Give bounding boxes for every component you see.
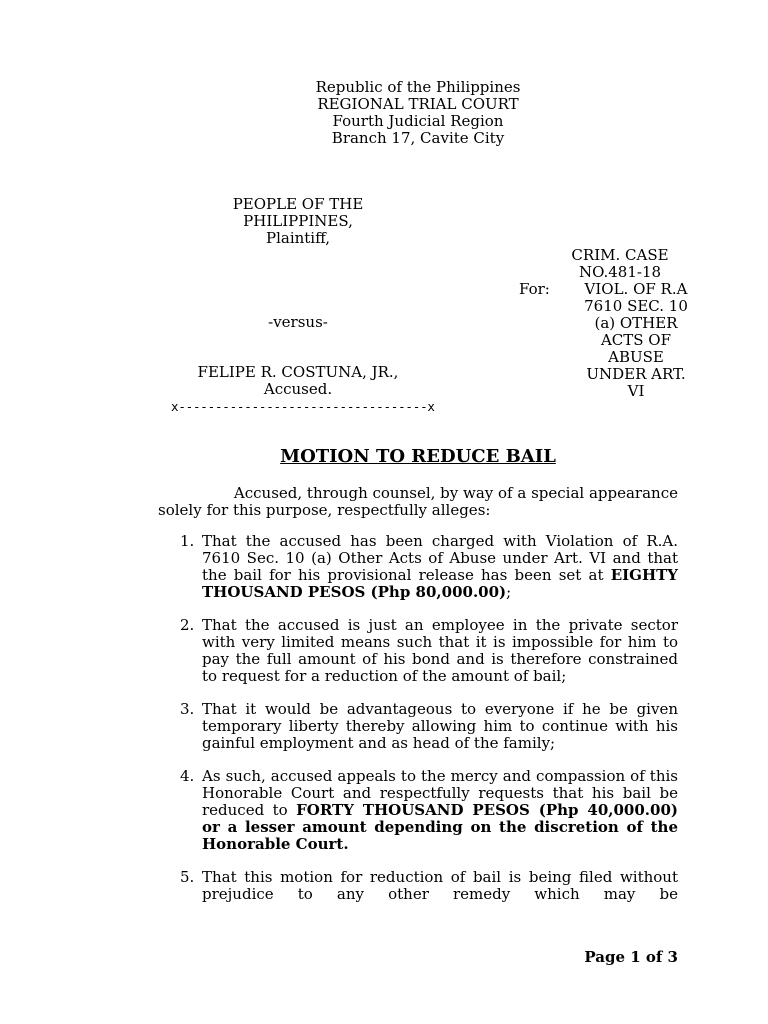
- header-republic: Republic of the Philippines: [315, 78, 521, 96]
- offense-line: UNDER ART.: [586, 365, 686, 383]
- paragraph-text: That the accused is just an employee in the private sector with very limited means such that it is impossible for him to pay the full amount of his bond and is therefore constrained to request for a reduction of the amount of bail;: [202, 616, 678, 685]
- court-header: [218, 79, 618, 147]
- offense-line: ACTS OF: [600, 331, 672, 349]
- offense-line: (a) OTHER: [594, 314, 678, 332]
- case-number-label: CRIM. CASE: [571, 246, 669, 264]
- bail-amount: EIGHTY THOUSAND PESOS (Php 80,000.00): [202, 566, 678, 601]
- case-number-value: NO.481-18: [578, 263, 662, 281]
- plaintiff-name-line1: PEOPLE OF THE: [232, 195, 364, 213]
- list-item: [180, 701, 678, 752]
- paragraph-number: 2.: [180, 616, 195, 634]
- header-branch: Branch 17, Cavite City: [331, 129, 505, 147]
- header-court: REGIONAL TRIAL COURT: [317, 95, 519, 113]
- paragraph-number: 5.: [180, 868, 195, 886]
- paragraph-number: 4.: [180, 767, 195, 785]
- offense-line: VI: [627, 382, 645, 400]
- paragraph-tail: ;: [506, 583, 512, 601]
- accused-role: Accused.: [263, 380, 333, 398]
- offense-line: 7610 SEC. 10: [584, 297, 688, 315]
- requested-bail-amount: FORTY THOUSAND PESOS (Php 40,000.00) or a lesser amount depending on the discretion of the Honorable Court.: [202, 801, 678, 853]
- document-title: MOTION TO REDUCE BAIL: [280, 446, 556, 467]
- plaintiff-name-line2: PHILIPPINES,: [243, 212, 353, 230]
- list-item: [180, 768, 678, 853]
- intro-line: solely for this purpose, respectfully alleges:: [158, 501, 491, 519]
- intro-line: Accused, through counsel, by way of a special appearance: [233, 484, 678, 502]
- versus-label: -versus-: [268, 313, 328, 331]
- paragraph-text: That this motion for reduction of bail is being filed without prejudice to any other remedy which may be: [202, 868, 678, 903]
- intro-paragraph: [158, 485, 678, 519]
- list-item: [180, 617, 678, 685]
- paragraph-number: 3.: [180, 700, 195, 718]
- plaintiff-block: [198, 196, 398, 247]
- paragraph-number: 1.: [180, 532, 195, 550]
- offense-block: [566, 281, 706, 400]
- accused-block: [158, 364, 438, 398]
- paragraph-text: That it would be advantageous to everyone if he be given temporary liberty thereby allowing him to continue with his gainful employment and as head of the family;: [202, 700, 678, 752]
- list-item: [180, 869, 678, 903]
- offense-line: VIOL. OF R.A: [584, 280, 688, 298]
- paragraph-text: [202, 768, 678, 853]
- for-label: For:: [519, 280, 550, 298]
- paragraph-body: That the accused has been charged with Violation of R.A. 7610 Sec. 10 (a) Other Acts of Abuse under Art. VI and that the bail for his provisional release has been set at: [202, 532, 678, 584]
- paragraph-list: [180, 533, 678, 903]
- paragraph-body: As such, accused appeals to the mercy and compassion of this Honorable Court and respectfully requests that his bail be reduced to: [202, 767, 678, 819]
- offense-line: ABUSE: [608, 348, 664, 366]
- paragraph-text: [202, 533, 678, 601]
- page-number: Page 1 of 3: [584, 948, 678, 966]
- plaintiff-role: Plaintiff,: [265, 229, 330, 247]
- accused-name: FELIPE R. COSTUNA, JR.,: [197, 363, 399, 381]
- caption-separator: x----------------------------------x: [171, 399, 435, 414]
- header-region: Fourth Judicial Region: [332, 112, 504, 130]
- case-number-block: [540, 247, 700, 281]
- list-item: [180, 533, 678, 601]
